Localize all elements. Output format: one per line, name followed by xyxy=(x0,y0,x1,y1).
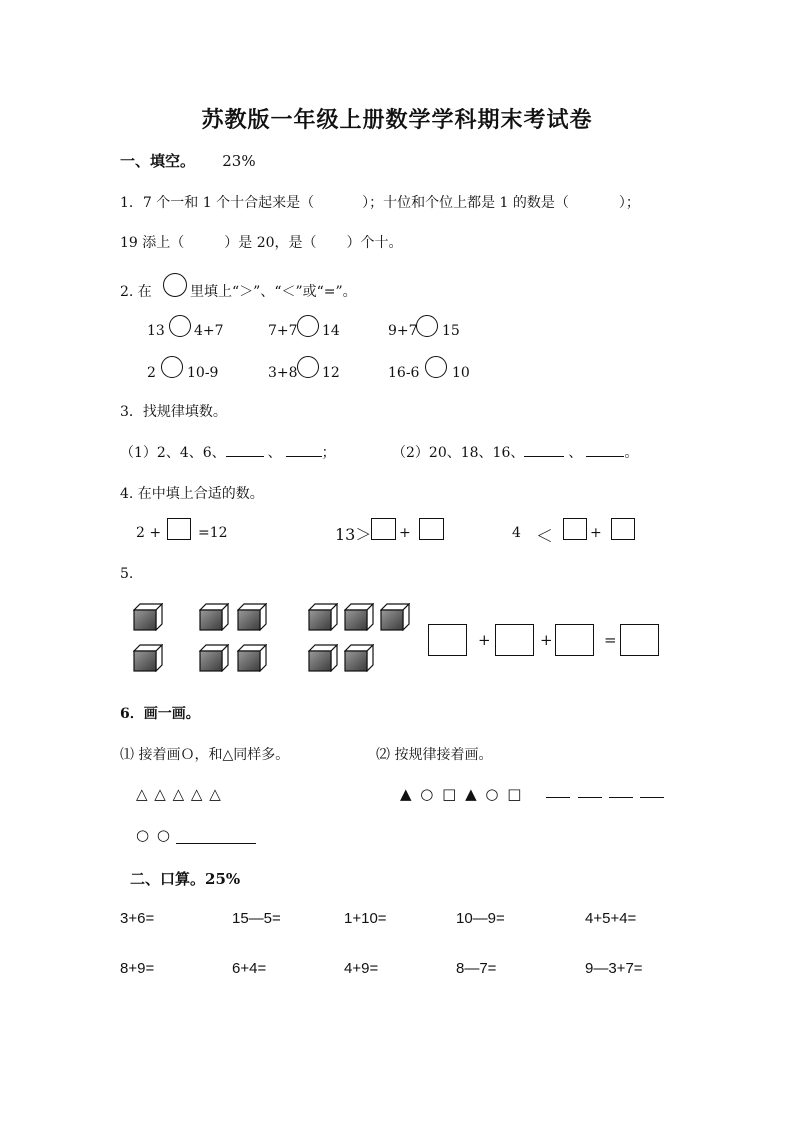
section2-percent: 25% xyxy=(205,870,241,888)
q2-item4-right: 10-9 xyxy=(187,365,219,381)
q4-e3-left: 4 xyxy=(512,525,521,541)
calc-r1-c4: 10—9= xyxy=(456,910,505,927)
q1-line2 xyxy=(120,232,403,252)
q2-item1-right: 4+7 xyxy=(194,323,224,339)
calc-r2-c5: 9—3+7= xyxy=(585,960,643,977)
section2-heading xyxy=(130,868,240,889)
q1-text-a: 1．7 个一和 1 个十合起来是（ xyxy=(120,195,315,211)
q3-part2-text: （2）20、18、16、 xyxy=(392,445,525,461)
calc-r1-c2: 15—5= xyxy=(232,910,281,927)
q3-blank-1[interactable] xyxy=(226,444,264,457)
q3-part1-end: ； xyxy=(321,445,336,461)
q4-e3-lt: ＜ xyxy=(536,527,553,547)
q4-e3-plus: + xyxy=(590,525,602,541)
cube-icon xyxy=(308,603,338,631)
q4-answer-box-1[interactable] xyxy=(167,518,191,540)
q3-part1-text: （1）2、4、6、 xyxy=(120,445,226,461)
q2-prefix: 2. 在 xyxy=(120,284,152,300)
q1-line1 xyxy=(120,192,640,212)
compare-circle-5[interactable] xyxy=(297,356,319,378)
cube-icon xyxy=(237,603,267,631)
compare-circle-6[interactable] xyxy=(425,356,447,378)
q2-item5-left: 3+8 xyxy=(268,365,298,381)
q2-item3-right: 15 xyxy=(442,323,460,339)
q2-item3-left: 9+7 xyxy=(388,323,418,339)
q6-sub2: ⑵ 按规律接着画。 xyxy=(376,747,493,763)
calc-r2-c4: 8—7= xyxy=(456,960,497,977)
q2-item2-right: 14 xyxy=(322,323,340,339)
q2-suffix: 里填上“＞”、“＜”或“=”。 xyxy=(190,284,357,300)
section2-heading-text: 二、口算。 xyxy=(130,870,206,888)
q3-part1-sep: 、 xyxy=(267,445,282,461)
q3-blank-2[interactable] xyxy=(286,444,322,457)
q1-text-e: ）是 20，是（ xyxy=(224,235,317,251)
q6-circle-answer-line[interactable] xyxy=(176,843,256,844)
q4-heading: 4. 在中填上合适的数。 xyxy=(120,486,264,502)
q2-item1-left: 13 xyxy=(147,323,165,339)
q2-item5-right: 12 xyxy=(322,365,340,381)
q5-answer-box-2[interactable] xyxy=(495,624,534,656)
q6-heading: 6．画一画。 xyxy=(120,706,200,722)
cube-icon xyxy=(237,644,267,672)
q4-e2-plus: + xyxy=(399,525,411,541)
q6-sub1: ⑴ 接着画Ｏ，和△同样多。 xyxy=(120,747,290,763)
q6-pattern-blank-1[interactable] xyxy=(546,797,570,798)
q2-item6-left: 16-6 xyxy=(388,365,420,381)
q2-instruction xyxy=(120,281,152,301)
q4-e1-left: 2 + xyxy=(136,525,162,541)
calc-r2-c2: 6+4= xyxy=(232,960,267,977)
q4-answer-box-4[interactable] xyxy=(563,518,587,540)
q2-item6-right: 10 xyxy=(452,365,470,381)
q4-e2-left: 13＞ xyxy=(335,525,372,544)
q1-text-c: ）； xyxy=(618,195,640,211)
circle-icon xyxy=(163,273,187,297)
q4-answer-box-3[interactable] xyxy=(419,518,444,540)
q2-item2-left: 7+7 xyxy=(268,323,298,339)
cube-icon xyxy=(133,603,163,631)
q5-answer-box-4[interactable] xyxy=(620,624,659,656)
q3-part2-sep: 、 xyxy=(568,445,583,461)
cube-icon xyxy=(344,644,374,672)
compare-circle-1[interactable] xyxy=(169,315,191,337)
q4-e1-right: =12 xyxy=(198,525,228,541)
q1-text-b: ）；十位和个位上都是 1 的数是（ xyxy=(362,195,569,211)
page-title: 苏教版一年级上册数学学科期末考试卷 xyxy=(201,107,593,133)
q5-answer-box-3[interactable] xyxy=(555,624,594,656)
q6-triangles: △ △ △ △ △ xyxy=(136,785,221,803)
q5-heading: 5. xyxy=(120,566,134,582)
q6-circles: ○ ○ xyxy=(136,826,170,844)
q3-heading: 3．找规律填数。 xyxy=(120,404,227,420)
compare-circle-3[interactable] xyxy=(416,315,438,337)
q5-equals: = xyxy=(604,631,617,649)
compare-circle-4[interactable] xyxy=(161,356,183,378)
calc-r1-c1: 3+6= xyxy=(120,910,155,927)
q1-text-d: 19 添上（ xyxy=(120,235,185,251)
calc-r2-c3: 4+9= xyxy=(344,960,379,977)
cube-icon xyxy=(199,644,229,672)
calc-r2-c1: 8+9= xyxy=(120,960,155,977)
q3-blank-4[interactable] xyxy=(586,444,624,457)
cube-icon xyxy=(344,603,374,631)
q5-answer-box-1[interactable] xyxy=(428,624,467,656)
cube-icon xyxy=(308,644,338,672)
cube-icon xyxy=(380,603,410,631)
section1-heading-text: 一、填空。 xyxy=(120,152,196,170)
q1-text-f: ）个十。 xyxy=(346,235,403,251)
section1-percent: 23% xyxy=(222,152,256,170)
compare-circle-2[interactable] xyxy=(297,315,319,337)
q5-plus-1: + xyxy=(478,631,491,649)
q4-answer-box-5[interactable] xyxy=(611,518,635,540)
q3-part2-end: 。 xyxy=(624,445,639,461)
q3-part1 xyxy=(120,442,336,462)
q6-pattern-blank-3[interactable] xyxy=(609,797,633,798)
q6-pattern: ▲ ○ □ ▲ ○ □ xyxy=(400,785,522,803)
calc-r1-c5: 4+5+4= xyxy=(585,910,637,927)
q5-plus-2: + xyxy=(540,631,553,649)
cube-icon xyxy=(133,644,163,672)
q3-blank-3[interactable] xyxy=(524,444,564,457)
q4-answer-box-2[interactable] xyxy=(371,518,396,540)
q6-pattern-blank-2[interactable] xyxy=(578,797,602,798)
cube-icon xyxy=(199,603,229,631)
q6-pattern-blank-4[interactable] xyxy=(640,797,664,798)
calc-r1-c3: 1+10= xyxy=(344,910,387,927)
q3-part2 xyxy=(392,442,638,462)
section1-heading xyxy=(120,150,256,171)
q2-item4-left: 2 xyxy=(147,365,156,381)
